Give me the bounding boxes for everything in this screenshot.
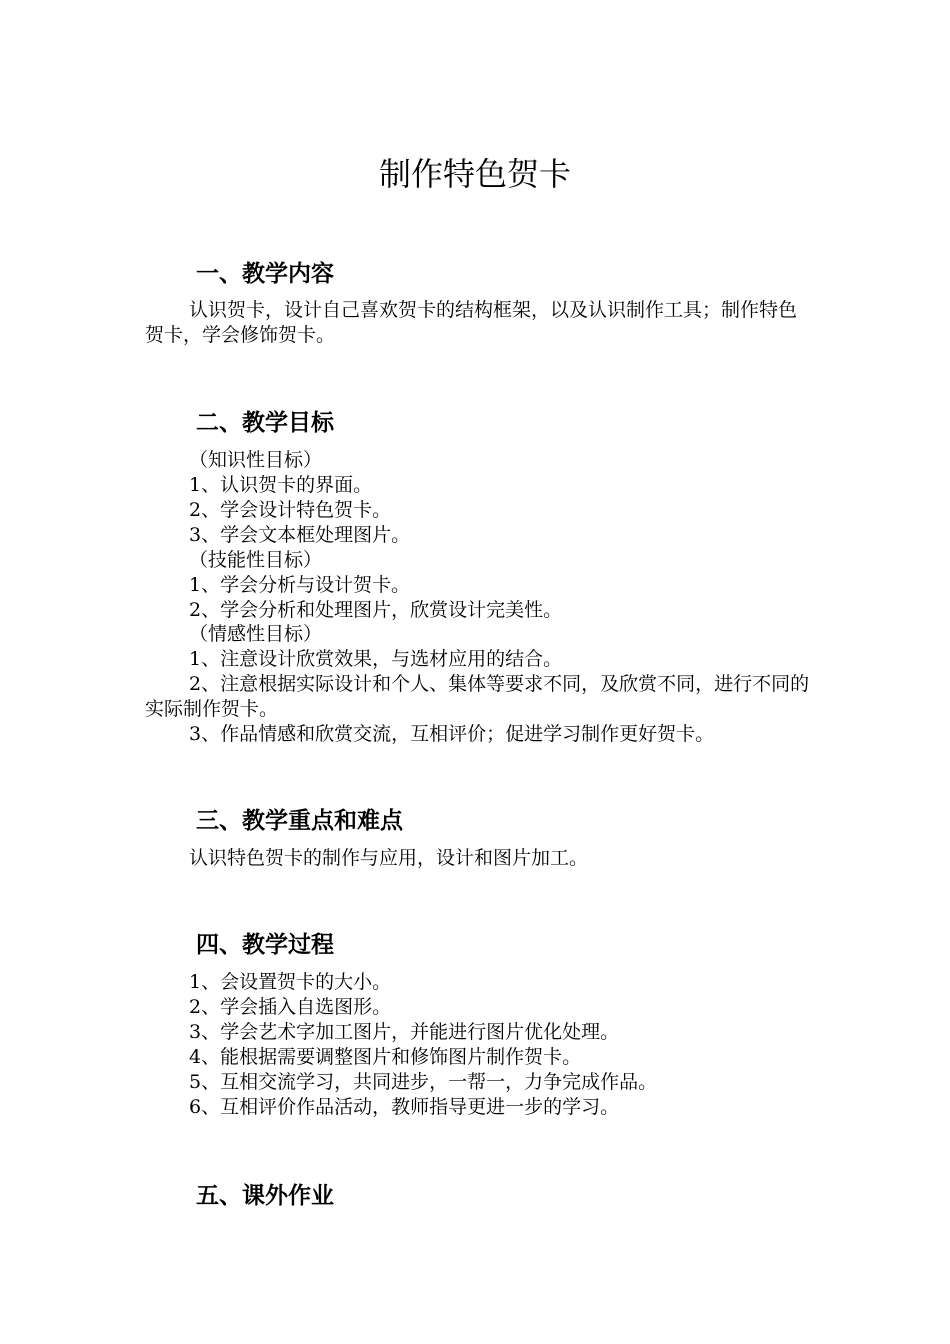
objective-line: 1、注意设计欣赏效果，与选材应用的结合。 [189,648,563,670]
objective-line: （知识性目标） [189,449,323,471]
objective-line: 3、作品情感和欣赏交流，互相评价；促进学习制作更好贺卡。 [189,723,715,745]
process-line: 3、学会艺术字加工图片，并能进行图片优化处理。 [189,1021,620,1043]
key-points-line: 认识特色贺卡的制作与应用，设计和图片加工。 [189,847,589,869]
objective-line: 3、学会文本框处理图片。 [189,524,411,546]
section-heading-key-points: 三、教学重点和难点 [196,808,403,834]
objective-line: （技能性目标） [189,549,323,571]
section-heading-homework: 五、课外作业 [196,1183,334,1209]
process-line: 4、能根据需要调整图片和修饰图片制作贺卡。 [189,1046,582,1068]
objective-line: 2、学会设计特色贺卡。 [189,499,392,521]
section-paragraph-content: 认识贺卡，设计自己喜欢贺卡的结构框架，以及认识制作工具；制作特色贺卡，学会修饰贺卡。 [145,299,798,346]
objective-line: 2、学会分析和处理图片，欣赏设计完美性。 [189,599,563,621]
process-line: 1、会设置贺卡的大小。 [189,971,392,993]
process-line: 2、学会插入自选图形。 [189,996,392,1018]
process-line: 6、互相评价作品活动，教师指导更进一步的学习。 [189,1096,620,1118]
objective-paragraph: 2、注意根据实际设计和个人、集体等要求不同，及欣赏不同，进行不同的实际制作贺卡。 [145,673,810,720]
section-heading-content: 一、教学内容 [196,261,334,287]
section-heading-objectives: 二、教学目标 [196,410,334,436]
objective-line: 1、学会分析与设计贺卡。 [189,574,411,596]
objective-line: （情感性目标） [189,623,323,645]
section-heading-process: 四、教学过程 [196,932,334,958]
objective-line: 1、认识贺卡的界面。 [189,474,373,496]
document-title: 制作特色贺卡 [378,155,571,193]
process-line: 5、互相交流学习，共同进步，一帮一，力争完成作品。 [189,1071,658,1093]
